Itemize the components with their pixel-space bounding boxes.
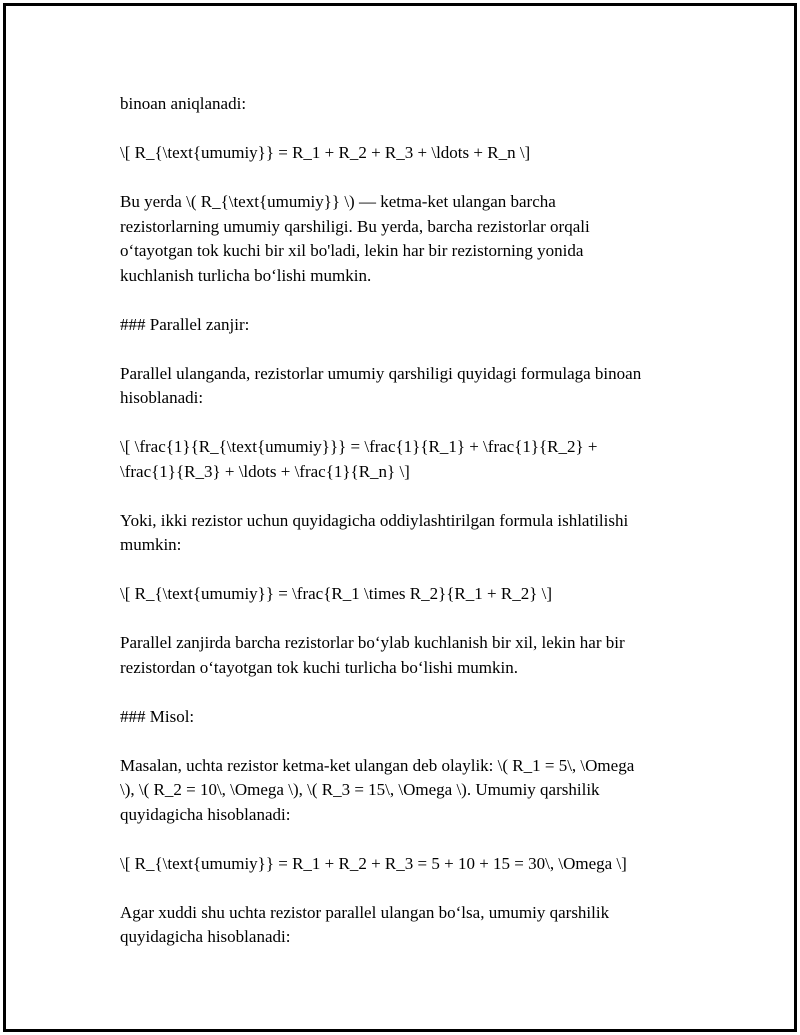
page-frame xyxy=(3,3,797,1032)
heading-parallel-circuit: ### Parallel zanjir: xyxy=(120,314,250,334)
paragraph-example-series: Masalan, uchta rezistor ketma-ket ulangan deb olaylik: \( R_1 = 5\, \Omega \), \( R_2 = 10\, \Omega \), \( R_3 = 15\, \Omega \). Umumiy qarshilik quyidagicha hisoblanadi: xyxy=(120,755,635,824)
paragraph-parallel-intro: Parallel ulanganda, rezistorlar umumiy qarshiligi quyidagi formulaga binoan hisoblanadi: xyxy=(120,363,642,407)
formula-two-resistor: \[ R_{\text{umumiy}} = \frac{R_1 \times R_2}{R_1 + R_2} \] xyxy=(120,584,552,603)
paragraph-two-resistor-intro: Yoki, ikki rezistor uchun quyidagicha oddiylashtirilgan formula ishlatilishi mumkin: xyxy=(120,510,629,554)
formula-example-series-total: \[ R_{\text{umumiy}} = R_1 + R_2 + R_3 = 5 + 10 + 15 = 30\, \Omega \] xyxy=(120,853,627,873)
paragraph-series-explanation: Bu yerda \( R_{\text{umumiy}} \) — ketma-ket ulangan barcha rezistorlarning umumiy qarshiligi. Bu yerda, barcha rezistorlar orqali o‘tayotgan tok kuchi bir xil bo'ladi, lekin har bir rezistorning yonida kuchlanish turlicha bo‘lishi mumkin. xyxy=(120,192,590,285)
formula-series-total: \[ R_{\text{umumiy}} = R_1 + R_2 + R_3 + \ldots + R_n \] xyxy=(120,143,531,162)
document-body xyxy=(120,92,700,974)
heading-example: ### Misol: xyxy=(120,706,195,726)
formula-parallel-reciprocal: \[ \frac{1}{R_{\text{umumiy}}} = \frac{1}{R_1} + \frac{1}{R_2} + \frac{1}{R_3} + \ldots + \frac{1}{R_n} \] xyxy=(120,437,598,481)
paragraph-continuation: binoan aniqlanadi: xyxy=(120,94,247,113)
paragraph-example-parallel: Agar xuddi shu uchta rezistor parallel ulangan bo‘lsa, umumiy qarshilik quyidagicha hisoblanadi: xyxy=(120,902,610,946)
paragraph-parallel-explanation: Parallel zanjirda barcha rezistorlar bo‘ylab kuchlanish bir xil, lekin har bir rezistordan o‘tayotgan tok kuchi turlicha bo‘lishi mumkin. xyxy=(120,633,625,677)
